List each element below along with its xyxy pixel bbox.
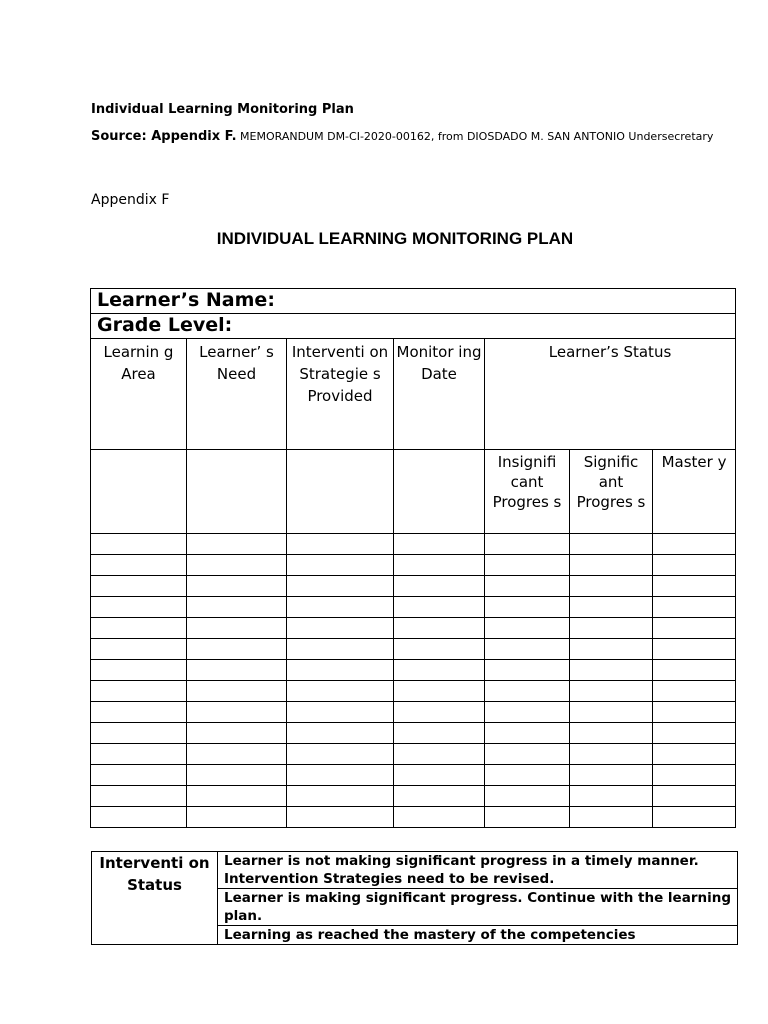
- table-cell[interactable]: [570, 765, 653, 786]
- status-description-mastery: Learning as reached the mastery of the competencies: [218, 926, 738, 945]
- table-cell[interactable]: [187, 702, 287, 723]
- table-cell[interactable]: [287, 786, 394, 807]
- table-row: [91, 702, 736, 723]
- table-cell[interactable]: [187, 681, 287, 702]
- table-cell[interactable]: [653, 660, 736, 681]
- table-cell[interactable]: [394, 576, 485, 597]
- table-cell[interactable]: [394, 765, 485, 786]
- table-cell[interactable]: [485, 597, 570, 618]
- table-cell[interactable]: [394, 786, 485, 807]
- table-cell[interactable]: [485, 681, 570, 702]
- table-cell[interactable]: [91, 660, 187, 681]
- table-cell[interactable]: [394, 702, 485, 723]
- table-cell[interactable]: [394, 597, 485, 618]
- table-cell[interactable]: [287, 807, 394, 828]
- table-cell[interactable]: [485, 660, 570, 681]
- source-label: Source: Appendix F.: [91, 129, 237, 144]
- status-description-revise: Learner is not making significant progress in a timely manner. Intervention Strategies need to be revised.: [218, 852, 738, 889]
- header-learners-need: Learner’ s Need: [187, 339, 287, 450]
- table-cell[interactable]: [485, 576, 570, 597]
- table-cell[interactable]: [485, 639, 570, 660]
- table-row: [91, 723, 736, 744]
- table-cell[interactable]: [394, 723, 485, 744]
- table-cell[interactable]: [653, 639, 736, 660]
- table-cell[interactable]: [570, 639, 653, 660]
- table-row: [91, 765, 736, 786]
- table-cell[interactable]: [91, 744, 187, 765]
- table-cell[interactable]: [570, 723, 653, 744]
- table-cell[interactable]: [287, 660, 394, 681]
- table-cell[interactable]: [91, 597, 187, 618]
- table-cell[interactable]: [653, 555, 736, 576]
- table-cell[interactable]: [91, 555, 187, 576]
- table-cell[interactable]: [287, 450, 394, 534]
- status-row: [92, 852, 738, 889]
- table-cell[interactable]: [570, 660, 653, 681]
- table-cell[interactable]: [653, 744, 736, 765]
- table-row: [91, 681, 736, 702]
- table-cell[interactable]: [653, 807, 736, 828]
- table-cell[interactable]: [570, 534, 653, 555]
- table-cell[interactable]: [485, 555, 570, 576]
- document-title: Individual Learning Monitoring Plan: [91, 102, 354, 117]
- header-learning-area: Learnin g Area: [91, 339, 187, 450]
- monitoring-plan-table: [90, 288, 736, 828]
- learner-name-field[interactable]: [91, 289, 736, 314]
- table-cell[interactable]: [187, 576, 287, 597]
- table-cell[interactable]: [485, 786, 570, 807]
- table-cell[interactable]: [570, 597, 653, 618]
- table-cell[interactable]: [287, 702, 394, 723]
- table-cell[interactable]: [394, 660, 485, 681]
- table-cell[interactable]: [394, 450, 485, 534]
- table-cell[interactable]: [187, 660, 287, 681]
- table-cell[interactable]: [570, 618, 653, 639]
- intervention-status-table: [91, 851, 738, 945]
- source-line: [91, 129, 731, 144]
- table-cell[interactable]: [653, 597, 736, 618]
- table-cell[interactable]: [394, 639, 485, 660]
- table-cell[interactable]: [187, 786, 287, 807]
- header-learners-status: Learner’s Status: [485, 339, 736, 450]
- table-cell[interactable]: [91, 807, 187, 828]
- table-cell[interactable]: [653, 723, 736, 744]
- table-cell[interactable]: [485, 618, 570, 639]
- table-cell[interactable]: [653, 534, 736, 555]
- table-cell[interactable]: [485, 702, 570, 723]
- table-row: [91, 555, 736, 576]
- table-cell[interactable]: [91, 450, 187, 534]
- source-text: MEMORANDUM DM-CI-2020-00162, from DIOSDADO M. SAN ANTONIO Undersecretary: [240, 130, 714, 143]
- table-cell[interactable]: [91, 681, 187, 702]
- table-cell[interactable]: [187, 723, 287, 744]
- table-cell[interactable]: [91, 765, 187, 786]
- header-monitoring-date: Monitor ing Date: [394, 339, 485, 450]
- table-cell[interactable]: [187, 639, 287, 660]
- subheader-significant-progress: Signific ant Progres s: [570, 450, 653, 534]
- learner-name-row: [91, 289, 736, 314]
- subheader-insignificant-progress: Insignifi cant Progres s: [485, 450, 570, 534]
- grade-level-row: [91, 314, 736, 339]
- table-cell[interactable]: [187, 597, 287, 618]
- grade-level-label: Grade Level:: [97, 314, 233, 336]
- table-cell[interactable]: [187, 618, 287, 639]
- table-cell[interactable]: [485, 765, 570, 786]
- table-row: [91, 618, 736, 639]
- table-cell[interactable]: [653, 786, 736, 807]
- table-cell[interactable]: [91, 639, 187, 660]
- table-row: [91, 534, 736, 555]
- header-row: [91, 339, 736, 450]
- table-cell[interactable]: [187, 765, 287, 786]
- table-cell[interactable]: [287, 597, 394, 618]
- table-cell[interactable]: [394, 555, 485, 576]
- table-cell[interactable]: [287, 618, 394, 639]
- table-cell[interactable]: [394, 744, 485, 765]
- table-cell[interactable]: [394, 534, 485, 555]
- table-cell[interactable]: [187, 534, 287, 555]
- table-cell[interactable]: [287, 576, 394, 597]
- table-cell[interactable]: [653, 576, 736, 597]
- table-cell[interactable]: [570, 681, 653, 702]
- table-cell[interactable]: [287, 744, 394, 765]
- table-row: [91, 744, 736, 765]
- appendix-label: Appendix F: [91, 192, 170, 208]
- table-cell[interactable]: [485, 807, 570, 828]
- table-cell[interactable]: [287, 681, 394, 702]
- table-cell[interactable]: [91, 576, 187, 597]
- table-row: [91, 660, 736, 681]
- table-cell[interactable]: [570, 807, 653, 828]
- table-cell[interactable]: [187, 450, 287, 534]
- table-cell[interactable]: [394, 807, 485, 828]
- table-cell[interactable]: [287, 639, 394, 660]
- table-cell[interactable]: [394, 681, 485, 702]
- table-cell[interactable]: [653, 702, 736, 723]
- header-intervention-strategies: Interventi on Strategie s Provided: [287, 339, 394, 450]
- table-cell[interactable]: [570, 576, 653, 597]
- table-row: [91, 597, 736, 618]
- table-cell[interactable]: [653, 618, 736, 639]
- table-row: [91, 639, 736, 660]
- table-cell[interactable]: [91, 786, 187, 807]
- table-cell[interactable]: [187, 744, 287, 765]
- table-cell[interactable]: [653, 681, 736, 702]
- table-cell[interactable]: [91, 618, 187, 639]
- table-cell[interactable]: [570, 786, 653, 807]
- table-cell[interactable]: [394, 618, 485, 639]
- table-cell[interactable]: [287, 534, 394, 555]
- table-cell[interactable]: [91, 534, 187, 555]
- table-cell[interactable]: [287, 555, 394, 576]
- main-heading: INDIVIDUAL LEARNING MONITORING PLAN: [216, 229, 574, 248]
- table-cell[interactable]: [653, 765, 736, 786]
- table-cell[interactable]: [570, 744, 653, 765]
- status-subheader-row: [91, 450, 736, 534]
- table-cell[interactable]: [187, 807, 287, 828]
- table-row: [91, 807, 736, 828]
- intervention-status-label: Interventi on Status: [92, 852, 218, 945]
- status-description-continue: Learner is making significant progress. Continue with the learning plan.: [218, 889, 738, 926]
- subheader-mastery: Master y: [653, 450, 736, 534]
- table-cell[interactable]: [485, 723, 570, 744]
- table-row: [91, 576, 736, 597]
- table-cell[interactable]: [287, 723, 394, 744]
- table-row: [91, 786, 736, 807]
- table-cell[interactable]: [91, 702, 187, 723]
- table-cell[interactable]: [570, 555, 653, 576]
- table-cell[interactable]: [91, 723, 187, 744]
- table-cell[interactable]: [485, 534, 570, 555]
- learner-name-label: Learner’s Name:: [97, 289, 275, 311]
- table-cell[interactable]: [485, 744, 570, 765]
- grade-level-field[interactable]: [91, 314, 736, 339]
- table-cell[interactable]: [187, 555, 287, 576]
- table-cell[interactable]: [570, 702, 653, 723]
- table-cell[interactable]: [287, 765, 394, 786]
